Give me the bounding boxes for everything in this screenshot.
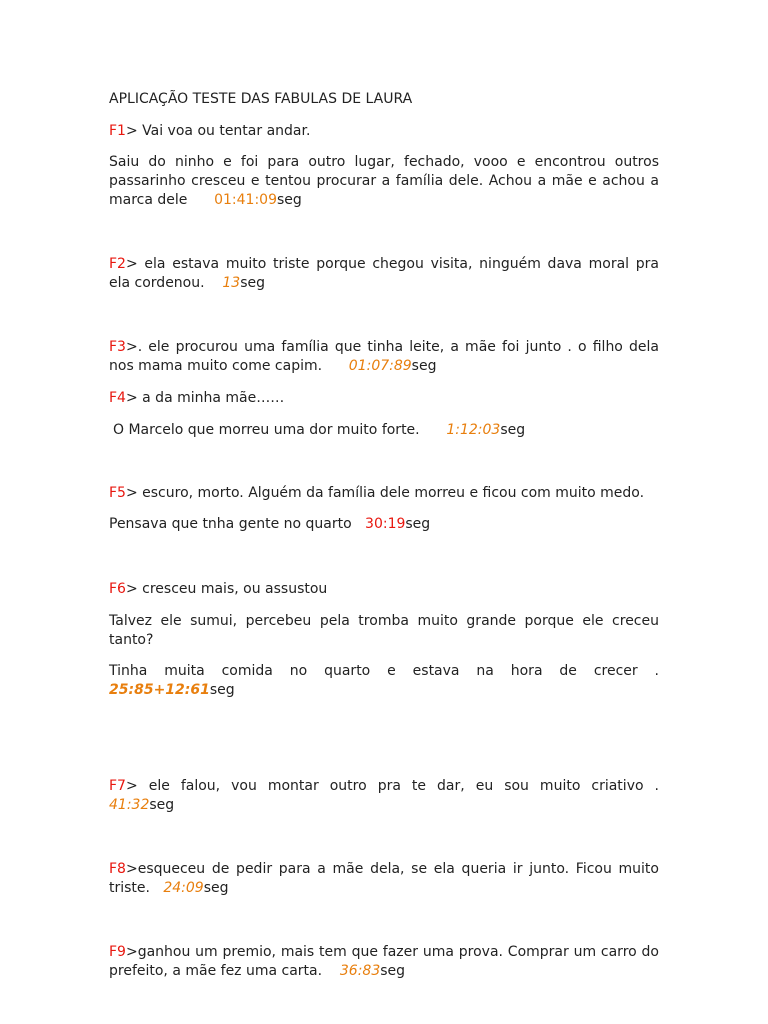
f3-paragraph: [109, 338, 659, 376]
document-title: APLICAÇÃO TESTE DAS FABULAS DE LAURA: [109, 91, 413, 107]
f6-paragraph-2: Tinha muita comida no quarto e estava na hora de crecer .: [109, 663, 659, 679]
f8-paragraph: [109, 860, 659, 898]
f6-label: F6: [109, 581, 126, 597]
f6-heading: [109, 580, 659, 599]
f5-paragraph: [109, 515, 659, 534]
f8-text: >esqueceu de pedir para a mãe dela, se ela queria ir junto. Ficou muito triste.: [109, 861, 659, 896]
f1-unit: seg: [277, 192, 302, 208]
f4-label: F4: [109, 390, 126, 406]
f7-text: > ele falou, vou montar outro pra te dar, eu sou muito criativo .: [125, 778, 659, 794]
f3-text: >. ele procurou uma família que tinha leite, a mãe foi junto . o filho dela nos mama muito come capim.: [109, 339, 659, 374]
f8-time: 24:09: [163, 880, 204, 896]
f6-time: 25:85+12:61: [109, 682, 210, 698]
f4-unit: seg: [500, 422, 526, 438]
f5-time: 30:19: [365, 516, 406, 532]
f5-text: Pensava que tnha gente no quarto: [109, 516, 352, 532]
f7-time-line: [109, 796, 659, 815]
f4-paragraph: [113, 421, 663, 440]
f6-time-line: [109, 681, 659, 700]
f2-unit: seg: [240, 275, 266, 291]
f9-time: 36:83: [339, 963, 381, 979]
f5-unit: seg: [405, 516, 431, 532]
f2-text: > ela estava muito triste porque chegou visita, ninguém dava moral pra ela cordenou.: [109, 256, 659, 291]
f7-label: F7: [109, 778, 126, 794]
f2-time: 13: [222, 275, 241, 291]
f4-time: 1:12:03: [446, 422, 501, 438]
f7-time: 41:32: [109, 797, 150, 813]
f3-unit: seg: [411, 358, 437, 374]
f9-label: F9: [109, 944, 126, 960]
f1-heading: [109, 122, 659, 141]
f2-paragraph: [109, 255, 659, 293]
f1-line: > Vai voa ou tentar andar.: [125, 123, 311, 139]
f1-label: F1: [109, 123, 126, 139]
f5-label: F5: [109, 485, 126, 501]
f5-line: > escuro, morto. Alguém da família dele morreu e ficou com muito medo.: [125, 485, 645, 501]
f9-text: >ganhou um premio, mais tem que fazer uma prova. Comprar um carro do prefeito, a mãe fez uma carta.: [109, 944, 659, 979]
f1-text: Saiu do ninho e foi para outro lugar, fechado, vooo e encontrou outros passarinho cresceu e tentou procurar a família dele. Achou a mãe e achou a marca dele: [109, 154, 659, 208]
f9-paragraph: [109, 943, 659, 981]
f6-unit: seg: [209, 682, 235, 698]
f1-paragraph: [109, 153, 659, 210]
f3-label: F3: [109, 339, 126, 355]
f5-heading: [109, 484, 659, 503]
f4-line: > a da minha mãe……: [125, 390, 285, 406]
f2-label: F2: [109, 256, 126, 272]
f6-line: > cresceu mais, ou assustou: [125, 581, 328, 597]
f6-paragraph-1: Talvez ele sumui, percebeu pela tromba muito grande porque ele creceu tanto?: [109, 613, 659, 648]
f8-unit: seg: [203, 880, 229, 896]
f7-paragraph: [109, 777, 659, 796]
f4-text: O Marcelo que morreu uma dor muito forte.: [113, 422, 420, 438]
f8-label: F8: [109, 861, 126, 877]
f9-unit: seg: [380, 963, 406, 979]
f1-time: 01:41:09: [214, 192, 277, 208]
f4-heading: [109, 389, 659, 408]
f7-unit: seg: [149, 797, 175, 813]
f3-time: 01:07:89: [348, 358, 412, 374]
